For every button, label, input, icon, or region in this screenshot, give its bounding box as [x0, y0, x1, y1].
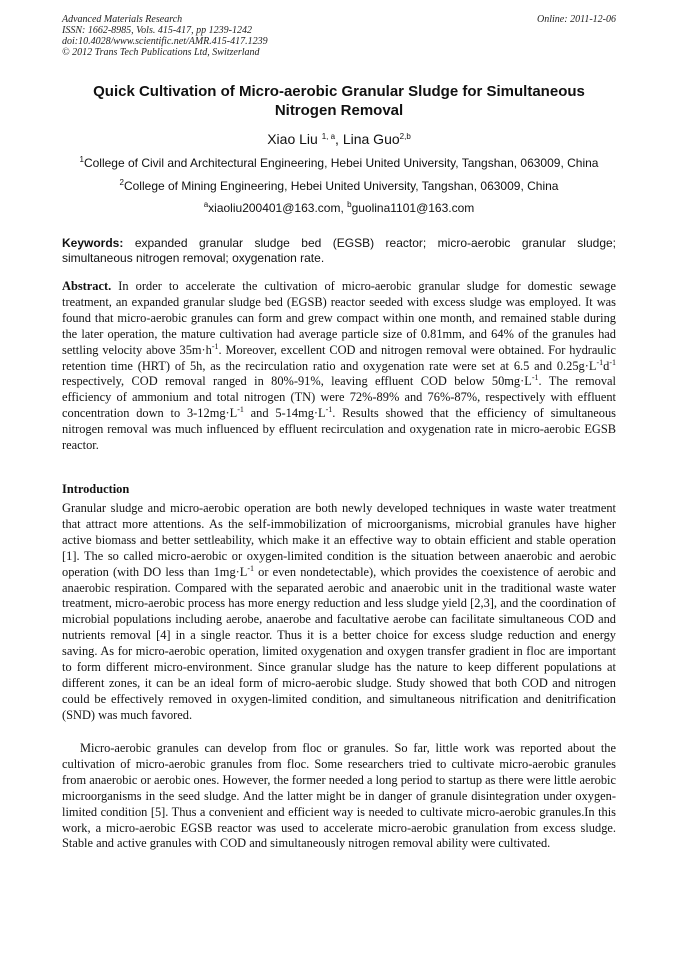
email-address[interactable]: guolina1101@163.com — [351, 201, 475, 215]
superscript: -1 — [609, 357, 616, 367]
journal-name: Advanced Materials Research — [62, 14, 183, 25]
author-separator: , — [335, 131, 343, 147]
superscript: -1 — [211, 341, 219, 351]
keywords-text: expanded granular sludge bed (EGSB) reactor; micro-aerobic granular sludge; simultaneous nitrogen removal; oxygenation rate. — [62, 236, 616, 265]
author-superscript: 1, a — [321, 132, 336, 141]
issn-line: ISSN: 1662-8985, Vols. 415-417, pp 1239-1242 — [62, 25, 252, 36]
abstract-text: respectively, COD removal ranged in 80%-91%, leaving effluent COD below 50mg·L — [62, 374, 532, 389]
keywords — [62, 236, 616, 266]
abstract-text: d — [603, 358, 610, 373]
abstract-label: Abstract. — [62, 279, 112, 293]
abstract-text: . Results showed that the efficiency of simultaneous nitrogen removal was much influenced by effluent recirculation and oxygenation rate in micro-aerobic EGSB reactor. — [62, 406, 616, 453]
superscript: -1 — [596, 357, 604, 367]
keywords-label: Keywords: — [62, 236, 124, 250]
doi-line: doi:10.4028/www.scientific.net/AMR.415-417.1239 — [62, 36, 268, 47]
abstract-text: . Moreover, excellent COD and nitrogen removal were obtained. For hydraulic retention time (HRT) of 5h, as the recirculation ratio and oxygenation rate were set at 6.5 and 0.25g·L — [62, 342, 616, 373]
affiliation-1 — [62, 156, 616, 171]
affiliation-marker: 2 — [119, 178, 124, 187]
abstract — [62, 279, 616, 454]
intro-paragraph-1 — [62, 501, 616, 724]
superscript: -1 — [247, 563, 255, 573]
intro-paragraph-2: Micro-aerobic granules can develop from floc or granules. So far, little work was reported about the cultivation of micro-aerobic granules from floc. Some researchers tried to cultivate micro-aerobic granules from anaerobic or aerobic ones. However, the former needed a long period to startup as there were little aerobic microorganisms in the seed sludge. And the latter might be in danger of granule disintegration under oxygen-limited condition [5]. Thus a convenient and efficient way is needed to cultivate micro-aerobic granules.In this work, a micro-aerobic EGSB reactor was used to accelerate micro-aerobic granulation from excess sludge. Stable and active granules with COD and simultaneously nitrogen removal ability were cultivated. — [62, 741, 616, 851]
email-line — [62, 201, 616, 216]
email-address[interactable]: xiaoliu200401@163.com, — [208, 201, 348, 215]
paragraph-text: Granular sludge and micro-aerobic operation are both newly developed techniques in waste water treatment that attract more attentions. As the self-immobilization of microorganisms, microbial granules have higher active biomass and better settleability, which make it an effective way to obtain efficient and stable operation [1]. The so called micro-aerobic or oxygen-limited condition is the situation between anaerobic and aerobic operation (with DO less than 1mg·L — [62, 501, 616, 579]
paragraph-text: or even nondetectable), which provides the coexistence of aerobic and anaerobic respiration. Compared with the separated aerobic and anaerobic unit in the traditional waste water treatment, micro-aerobic process has more energy reduction and less sludge yield [2,3], and the coordination of microbial populations including aerobe, anaerobe and facultative aerobe can facilitate simultaneous COD and nutrients removal [4] in a single reactor. Thus it is a better choice for excess sludge reduction and energy saving. As for micro-aerobic operation, limited oxygenation and oxygen transfer gradient in floc are important to form different micro-environment. Since granular sludge has the nature to keep different populations at different zones, it can be an ideal form of micro-aerobic sludge. Study showed that both COD and nitrogen could be effectively removed in oxygen-limited condition, and simultaneous nitrification and denitrification (SND) was much favored. — [62, 564, 616, 722]
author-line — [62, 130, 616, 148]
abstract-text: and 5-14mg·L — [243, 406, 326, 421]
paper-title: Quick Cultivation of Micro-aerobic Granular Sludge for Simultaneous Nitrogen Removal — [93, 83, 585, 119]
superscript: -1 — [531, 373, 539, 383]
superscript: -1 — [325, 405, 333, 415]
affiliation-2 — [62, 179, 616, 194]
superscript: -1 — [237, 405, 244, 415]
copyright-line: © 2012 Trans Tech Publications Ltd, Switzerland — [62, 47, 260, 58]
email-marker: a — [203, 200, 209, 209]
author-name: Xiao Liu — [267, 131, 318, 147]
online-date: Online: 2011-12-06 — [537, 14, 616, 25]
affiliation-text: College of Civil and Architectural Engineering, Hebei United University, Tangshan, 063009, China — [83, 156, 599, 170]
email-marker: b — [347, 200, 352, 209]
affiliation-text: College of Mining Engineering, Hebei United University, Tangshan, 063009, China — [123, 179, 559, 193]
affiliation-marker: 1 — [79, 155, 84, 164]
author-superscript: 2,b — [399, 132, 411, 141]
abstract-text: In order to accelerate the cultivation of micro-aerobic granular sludge for domestic sewage treatment, an expanded granular sludge bed (EGSB) reactor seeded with excess sludge was employed. It was found that micro-aerobic granules can form and grew compact within one month, and remained stable during the later operation, the mature cultivation had average particle size of 0.81mm, and 64% of the granules had settling velocity above 35m·h — [62, 279, 616, 357]
author-name: Lina Guo — [342, 131, 400, 147]
abstract-text: . The removal efficiency of ammonium and total nitrogen (TN) were 72%-89% and 76%-87%, respectively with effluent concentration down to 3-12mg·L — [62, 374, 616, 421]
section-heading: Introduction — [62, 482, 130, 496]
journal-metadata — [62, 14, 268, 58]
